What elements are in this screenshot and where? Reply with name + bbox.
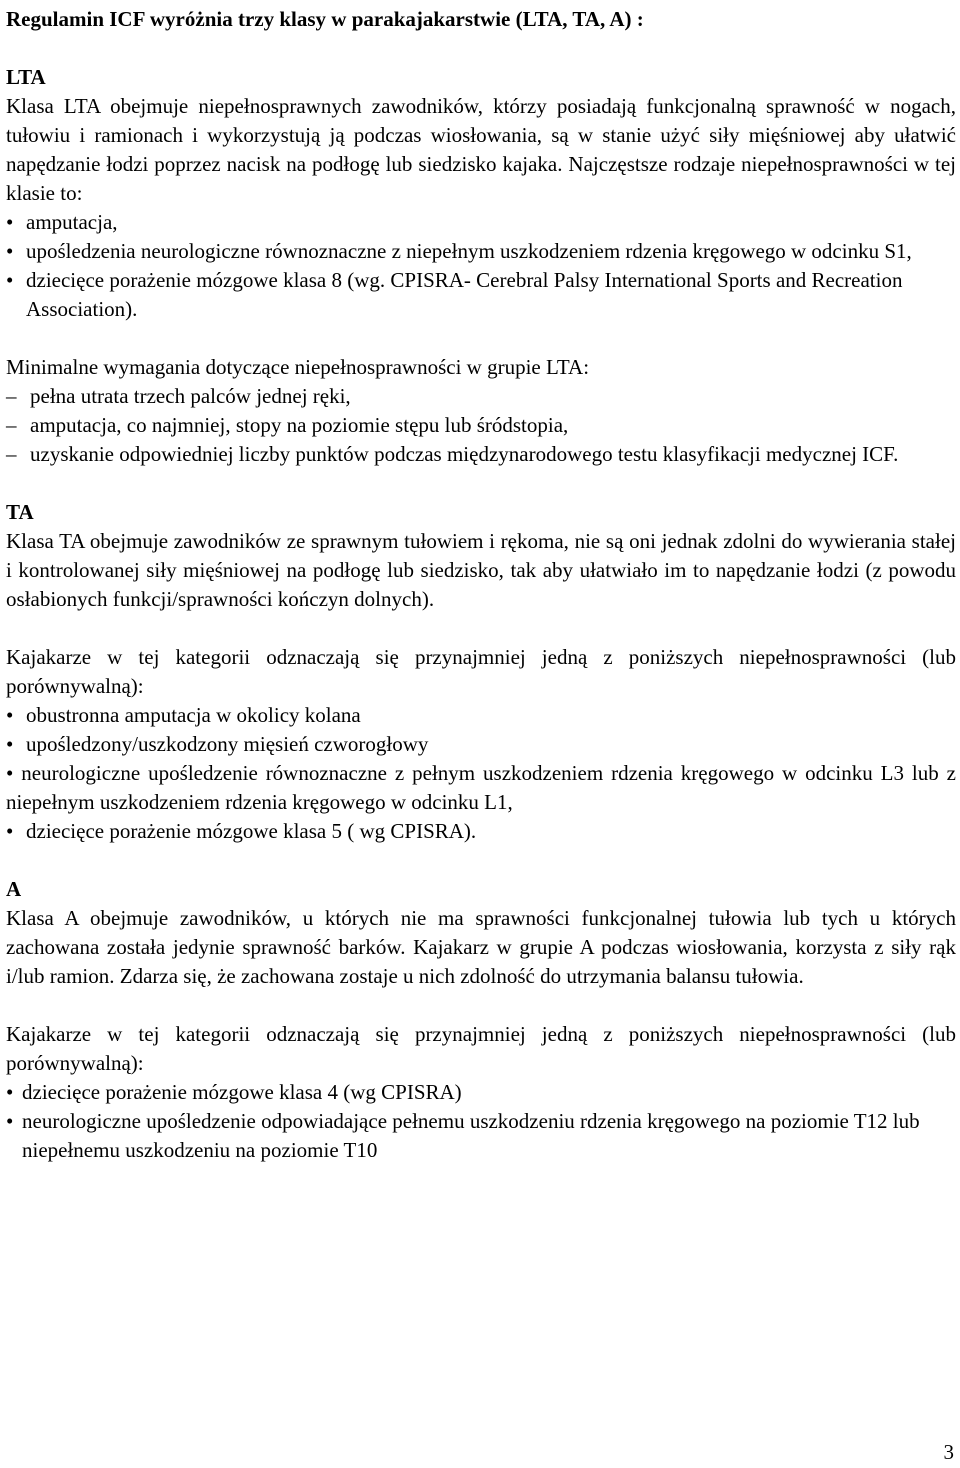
list-item: [6, 411, 956, 440]
list-item-text: pełna utrata trzech palców jednej ręki,: [30, 384, 351, 408]
ta-intro-paragraph: Klasa TA obejmuje zawodników ze sprawnym tułowiem i rękoma, nie są oni jednak zdolni do wywierania stałej i kontrolowanej siły mięśniowej na podłogę lub siedzisko, tak aby ułatwiało im to napędzanie łodzi (z powodu osłabionych funkcji/sprawności kończyn dolnych).: [6, 529, 956, 611]
lta-intro-paragraph: Klasa LTA obejmuje niepełnosprawnych zawodników, którzy posiadają funkcjonalną sprawność w nogach, tułowiu i ramionach i wykorzystują ją podczas wiosłowania, są w stanie użyć siły mięśniowej aby ułatwić napędzanie łodzi poprzez nacisk na podłogę lub siedzisko kajaka. Najczęstsze rodzaje niepełnosprawności w tej klasie to:: [6, 94, 956, 205]
dash-icon: –: [6, 442, 17, 466]
list-item: [6, 208, 956, 237]
list-item: [6, 730, 956, 759]
spacer: [6, 324, 956, 353]
list-item-text: uzyskanie odpowiedniej liczby punktów podczas międzynarodowego testu klasyfikacji medycznej ICF.: [30, 442, 899, 466]
spacer: [6, 34, 956, 63]
list-item: [6, 440, 956, 469]
list-item-text: upośledzenia neurologiczne równoznaczne z niepełnym uszkodzeniem rdzenia kręgowego w odcinku S1,: [26, 239, 912, 263]
document-page: [6, 0, 956, 1165]
list-item: [6, 266, 956, 324]
a-list-intro: Kajakarze w tej kategorii odznaczają się przynajmniej jedną z poniższych niepełnosprawności (lub porównywalną):: [6, 1022, 956, 1075]
list-item: [6, 382, 956, 411]
bullet-icon: •: [6, 268, 14, 292]
list-item: [6, 1107, 956, 1165]
bullet-icon: •: [6, 1109, 14, 1133]
list-item: [6, 701, 956, 730]
list-item-text: neurologiczne upośledzenie odpowiadające pełnemu uszkodzeniu rdzenia kręgowego na poziomie T12 lub niepełnemu uszkodzeniu na poziomie T10: [22, 1109, 920, 1162]
list-item: [6, 1078, 956, 1107]
spacer: [6, 846, 956, 875]
list-item-text: dziecięce porażenie mózgowe klasa 8 (wg. CPISRA- Cerebral Palsy International Sports and Recreation Association).: [26, 268, 903, 321]
page-number: 3: [943, 1440, 954, 1464]
list-item: [6, 759, 956, 817]
lta-min-requirements-intro: Minimalne wymagania dotyczące niepełnosprawności w grupie LTA:: [6, 355, 590, 379]
list-item-text: dziecięce porażenie mózgowe klasa 5 ( wg CPISRA).: [26, 819, 477, 843]
list-item-text: upośledzony/uszkodzony mięsień czworogłowy: [26, 732, 429, 756]
list-item-text: obustronna amputacja w okolicy kolana: [26, 703, 361, 727]
a-intro-paragraph: Klasa A obejmuje zawodników, u których nie ma sprawności funkcjonalnej tułowia lub tych u których zachowana została jedynie sprawność barków. Kajakarz w grupie A podczas wiosłowania, korzysta z siły rąk i/lub ramion. Zdarza się, że zachowana zostaje u nich zdolność do utrzymania balansu tułowia.: [6, 906, 956, 988]
ta-bullet-list: [6, 701, 956, 846]
list-item-text: amputacja,: [26, 210, 118, 234]
spacer: [6, 991, 956, 1020]
bullet-icon: •: [6, 732, 14, 756]
section-heading-a: A: [6, 877, 22, 901]
spacer: [6, 614, 956, 643]
lta-dash-list: [6, 382, 956, 469]
list-item: [6, 237, 956, 266]
bullet-icon: •: [6, 239, 14, 263]
list-item-text: amputacja, co najmniej, stopy na poziomie stępu lub śródstopia,: [30, 413, 569, 437]
list-item-text: dziecięce porażenie mózgowe klasa 4 (wg CPISRA): [22, 1080, 462, 1104]
section-heading-lta: LTA: [6, 65, 46, 89]
document-title: Regulamin ICF wyróżnia trzy klasy w parakajakarstwie (LTA, TA, A) :: [6, 7, 644, 31]
spacer: [6, 469, 956, 498]
list-item-text: neurologiczne upośledzenie równoznaczne z pełnym uszkodzeniem rdzenia kręgowego w odcinku L3 lub z niepełnym uszkodzeniem rdzenia kręgowego w odcinku L1,: [6, 761, 956, 814]
bullet-icon: •: [6, 819, 14, 843]
list-item: [6, 817, 956, 846]
ta-list-intro: Kajakarze w tej kategorii odznaczają się przynajmniej jedną z poniższych niepełnosprawności (lub porównywalną):: [6, 645, 956, 698]
bullet-icon: •: [6, 210, 14, 234]
section-heading-ta: TA: [6, 500, 34, 524]
lta-bullet-list: [6, 208, 956, 324]
dash-icon: –: [6, 413, 17, 437]
bullet-icon: •: [6, 1080, 14, 1104]
a-bullet-list: [6, 1078, 956, 1165]
bullet-icon: •: [6, 761, 14, 785]
bullet-icon: •: [6, 703, 14, 727]
dash-icon: –: [6, 384, 17, 408]
